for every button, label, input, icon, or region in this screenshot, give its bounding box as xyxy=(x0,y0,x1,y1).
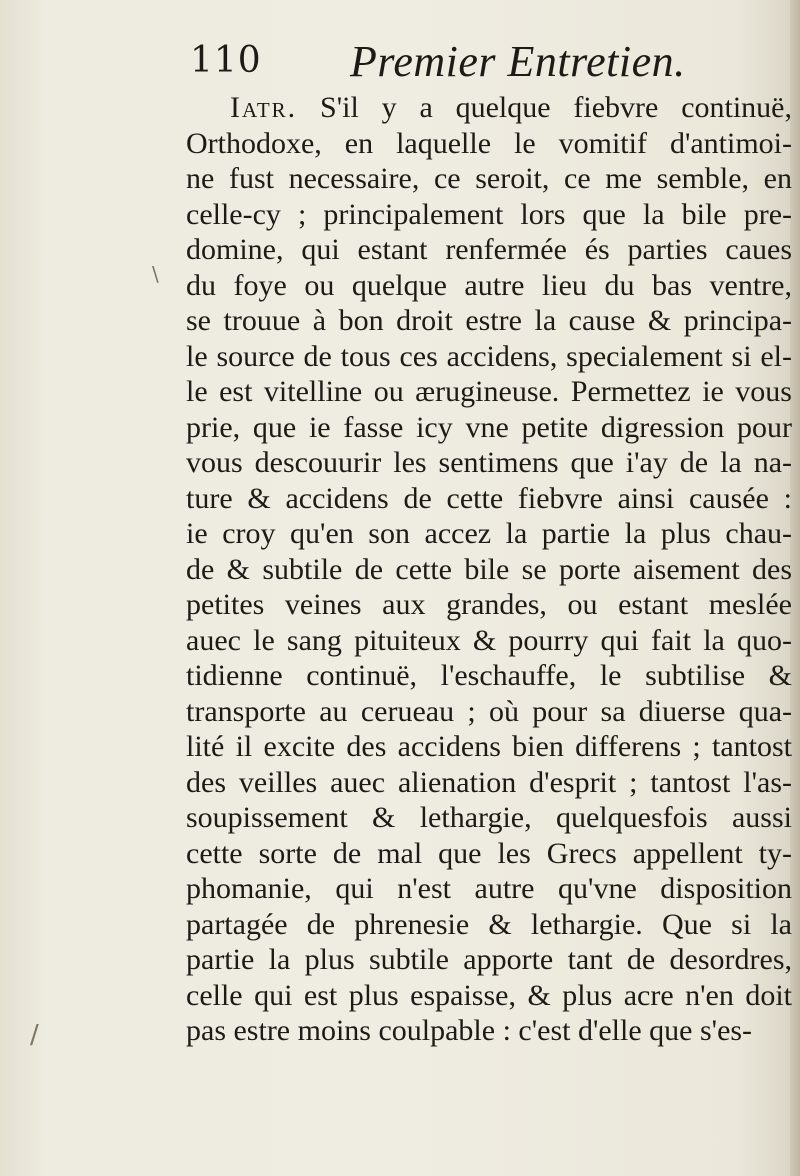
text-line: prie, que ie fasse icy vne petite digression pour xyxy=(186,410,792,444)
text-line: le est vitelline ou ærugineuse. Permettez ie vous xyxy=(186,375,792,408)
margin-mark: \ xyxy=(152,262,159,286)
text-line: lité il excite des accidens bien differens ; tantost xyxy=(186,730,792,763)
text-line: tidienne continuë, l'eschauffe, le subtilise & xyxy=(186,659,792,692)
page-number: 110 xyxy=(190,40,262,81)
text-line: des veilles auec alienation d'esprit ; tantost l'as- xyxy=(186,765,792,799)
body-text xyxy=(186,90,792,1049)
text-line: le source de tous ces accidens, specialement si el- xyxy=(186,339,792,373)
text-line: transporte au cerueau ; où pour sa diuerse qua- xyxy=(186,694,792,728)
speaker-name: Iatr. xyxy=(230,91,298,124)
text-line: auec le sang pituiteux & pourry qui fait la quo- xyxy=(186,623,792,657)
text-line: ie croy qu'en son accez la partie la plus chau- xyxy=(186,517,792,550)
text-line: phomanie, qui n'est autre qu'vne disposition xyxy=(186,872,792,905)
text-line: Iatr. S'il y a quelque fiebvre continuë, xyxy=(230,91,792,124)
text-line: cette sorte de mal que les Grecs appellent ty- xyxy=(186,836,792,870)
text-line: celle qui est plus espaisse, & plus acre n'en doit xyxy=(186,978,792,1012)
text-line: ture & accidens de cette fiebvre ainsi causée : xyxy=(186,481,792,515)
text-line: du foye ou quelque autre lieu du bas ventre, xyxy=(186,268,792,302)
text-line: vous descouurir les sentimens que i'ay de la na- xyxy=(186,446,792,479)
text-line: soupissement & lethargie, quelquesfois aussi xyxy=(186,801,792,834)
text-line: partie la plus subtile apporte tant de desordres, xyxy=(186,943,792,976)
margin-stroke: / xyxy=(30,1020,39,1050)
page-header xyxy=(190,36,710,96)
text-line: pas estre moins coulpable : c'est d'elle que s'es- xyxy=(186,1014,753,1047)
text-line: Orthodoxe, en laquelle le vomitif d'antimoi- xyxy=(186,126,792,160)
running-title: Premier Entretien. xyxy=(350,37,686,86)
text-line: de & subtile de cette bile se porte aisement des xyxy=(186,552,792,586)
text-line: celle-cy ; principalement lors que la bile pre- xyxy=(186,197,792,231)
text-line: se trouue à bon droit estre la cause & principa- xyxy=(186,304,792,337)
text-line: partagée de phrenesie & lethargie. Que si la xyxy=(186,907,792,941)
text-line: domine, qui estant renfermée és parties caues xyxy=(186,233,792,266)
text-line: petites veines aux grandes, ou estant meslée xyxy=(186,588,792,621)
text-line: ne fust necessaire, ce seroit, ce me semble, en xyxy=(186,162,792,195)
